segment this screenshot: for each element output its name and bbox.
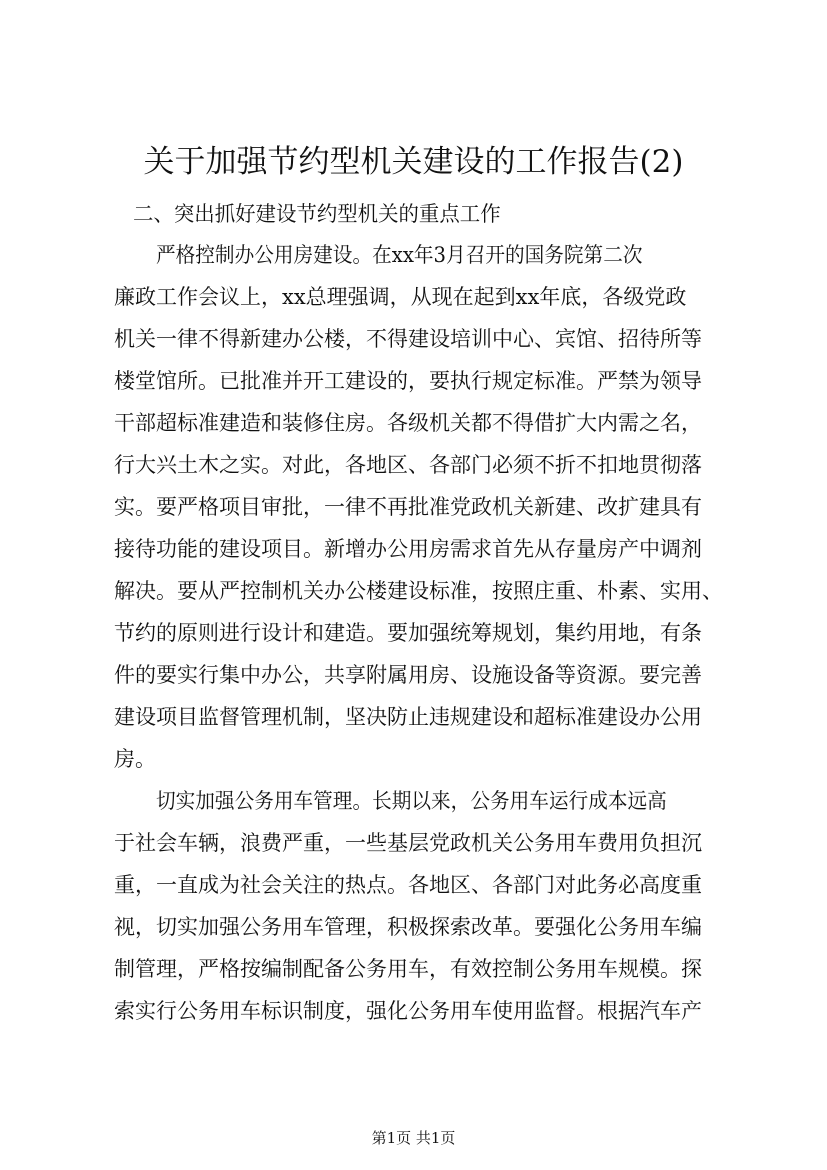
body-line: 件的要实行集中办公，共享附属用房、设施设备等资源。要完善 bbox=[114, 663, 702, 687]
body-line: 房。 bbox=[114, 747, 156, 771]
body-line: 廉政工作会议上，xx总理强调，从现在起到xx年底，各级党政 bbox=[114, 285, 687, 309]
body-line: 机关一律不得新建办公楼，不得建设培训中心、宾馆、招待所等 bbox=[114, 327, 702, 351]
body-line: 解决。要从严控制机关办公楼建设标准，按照庄重、朴素、实用、 bbox=[114, 579, 723, 603]
section-heading: 二、突出抓好建设节约型机关的重点工作 bbox=[133, 202, 501, 226]
body-line: 接待功能的建设项目。新增办公用房需求首先从存量房产中调剂 bbox=[114, 537, 702, 561]
body-line: 严格控制办公用房建设。在xx年3月召开的国务院第二次 bbox=[156, 243, 643, 267]
document-title: 关于加强节约型机关建设的工作报告(2) bbox=[143, 144, 684, 180]
body-line: 切实加强公务用车管理。长期以来，公务用车运行成本远高 bbox=[156, 789, 667, 813]
page-footer: 第1页 共1页 bbox=[371, 1129, 456, 1147]
body-line: 实。要严格项目审批，一律不再批准党政机关新建、改扩建具有 bbox=[114, 495, 702, 519]
body-line: 干部超标准建造和装修住房。各级机关都不得借扩大内需之名， bbox=[114, 411, 702, 435]
body-line: 重，一直成为社会关注的热点。各地区、各部门对此务必高度重 bbox=[114, 873, 702, 897]
body-line: 节约的原则进行设计和建造。要加强统筹规划，集约用地，有条 bbox=[114, 621, 702, 645]
body-line: 索实行公务用车标识制度，强化公务用车使用监督。根据汽车产 bbox=[114, 999, 702, 1023]
body-line: 建设项目监督管理机制，坚决防止违规建设和超标准建设办公用 bbox=[114, 705, 702, 729]
body-line: 楼堂馆所。已批准并开工建设的，要执行规定标准。严禁为领导 bbox=[114, 369, 702, 393]
body-line: 视，切实加强公务用车管理，积极探索改革。要强化公务用车编 bbox=[114, 915, 702, 939]
body-line: 制管理，严格按编制配备公务用车，有效控制公务用车规模。探 bbox=[114, 957, 702, 981]
body-line: 行大兴土木之实。对此，各地区、各部门必须不折不扣地贯彻落 bbox=[114, 453, 702, 477]
body-line: 于社会车辆，浪费严重，一些基层党政机关公务用车费用负担沉 bbox=[114, 831, 702, 855]
